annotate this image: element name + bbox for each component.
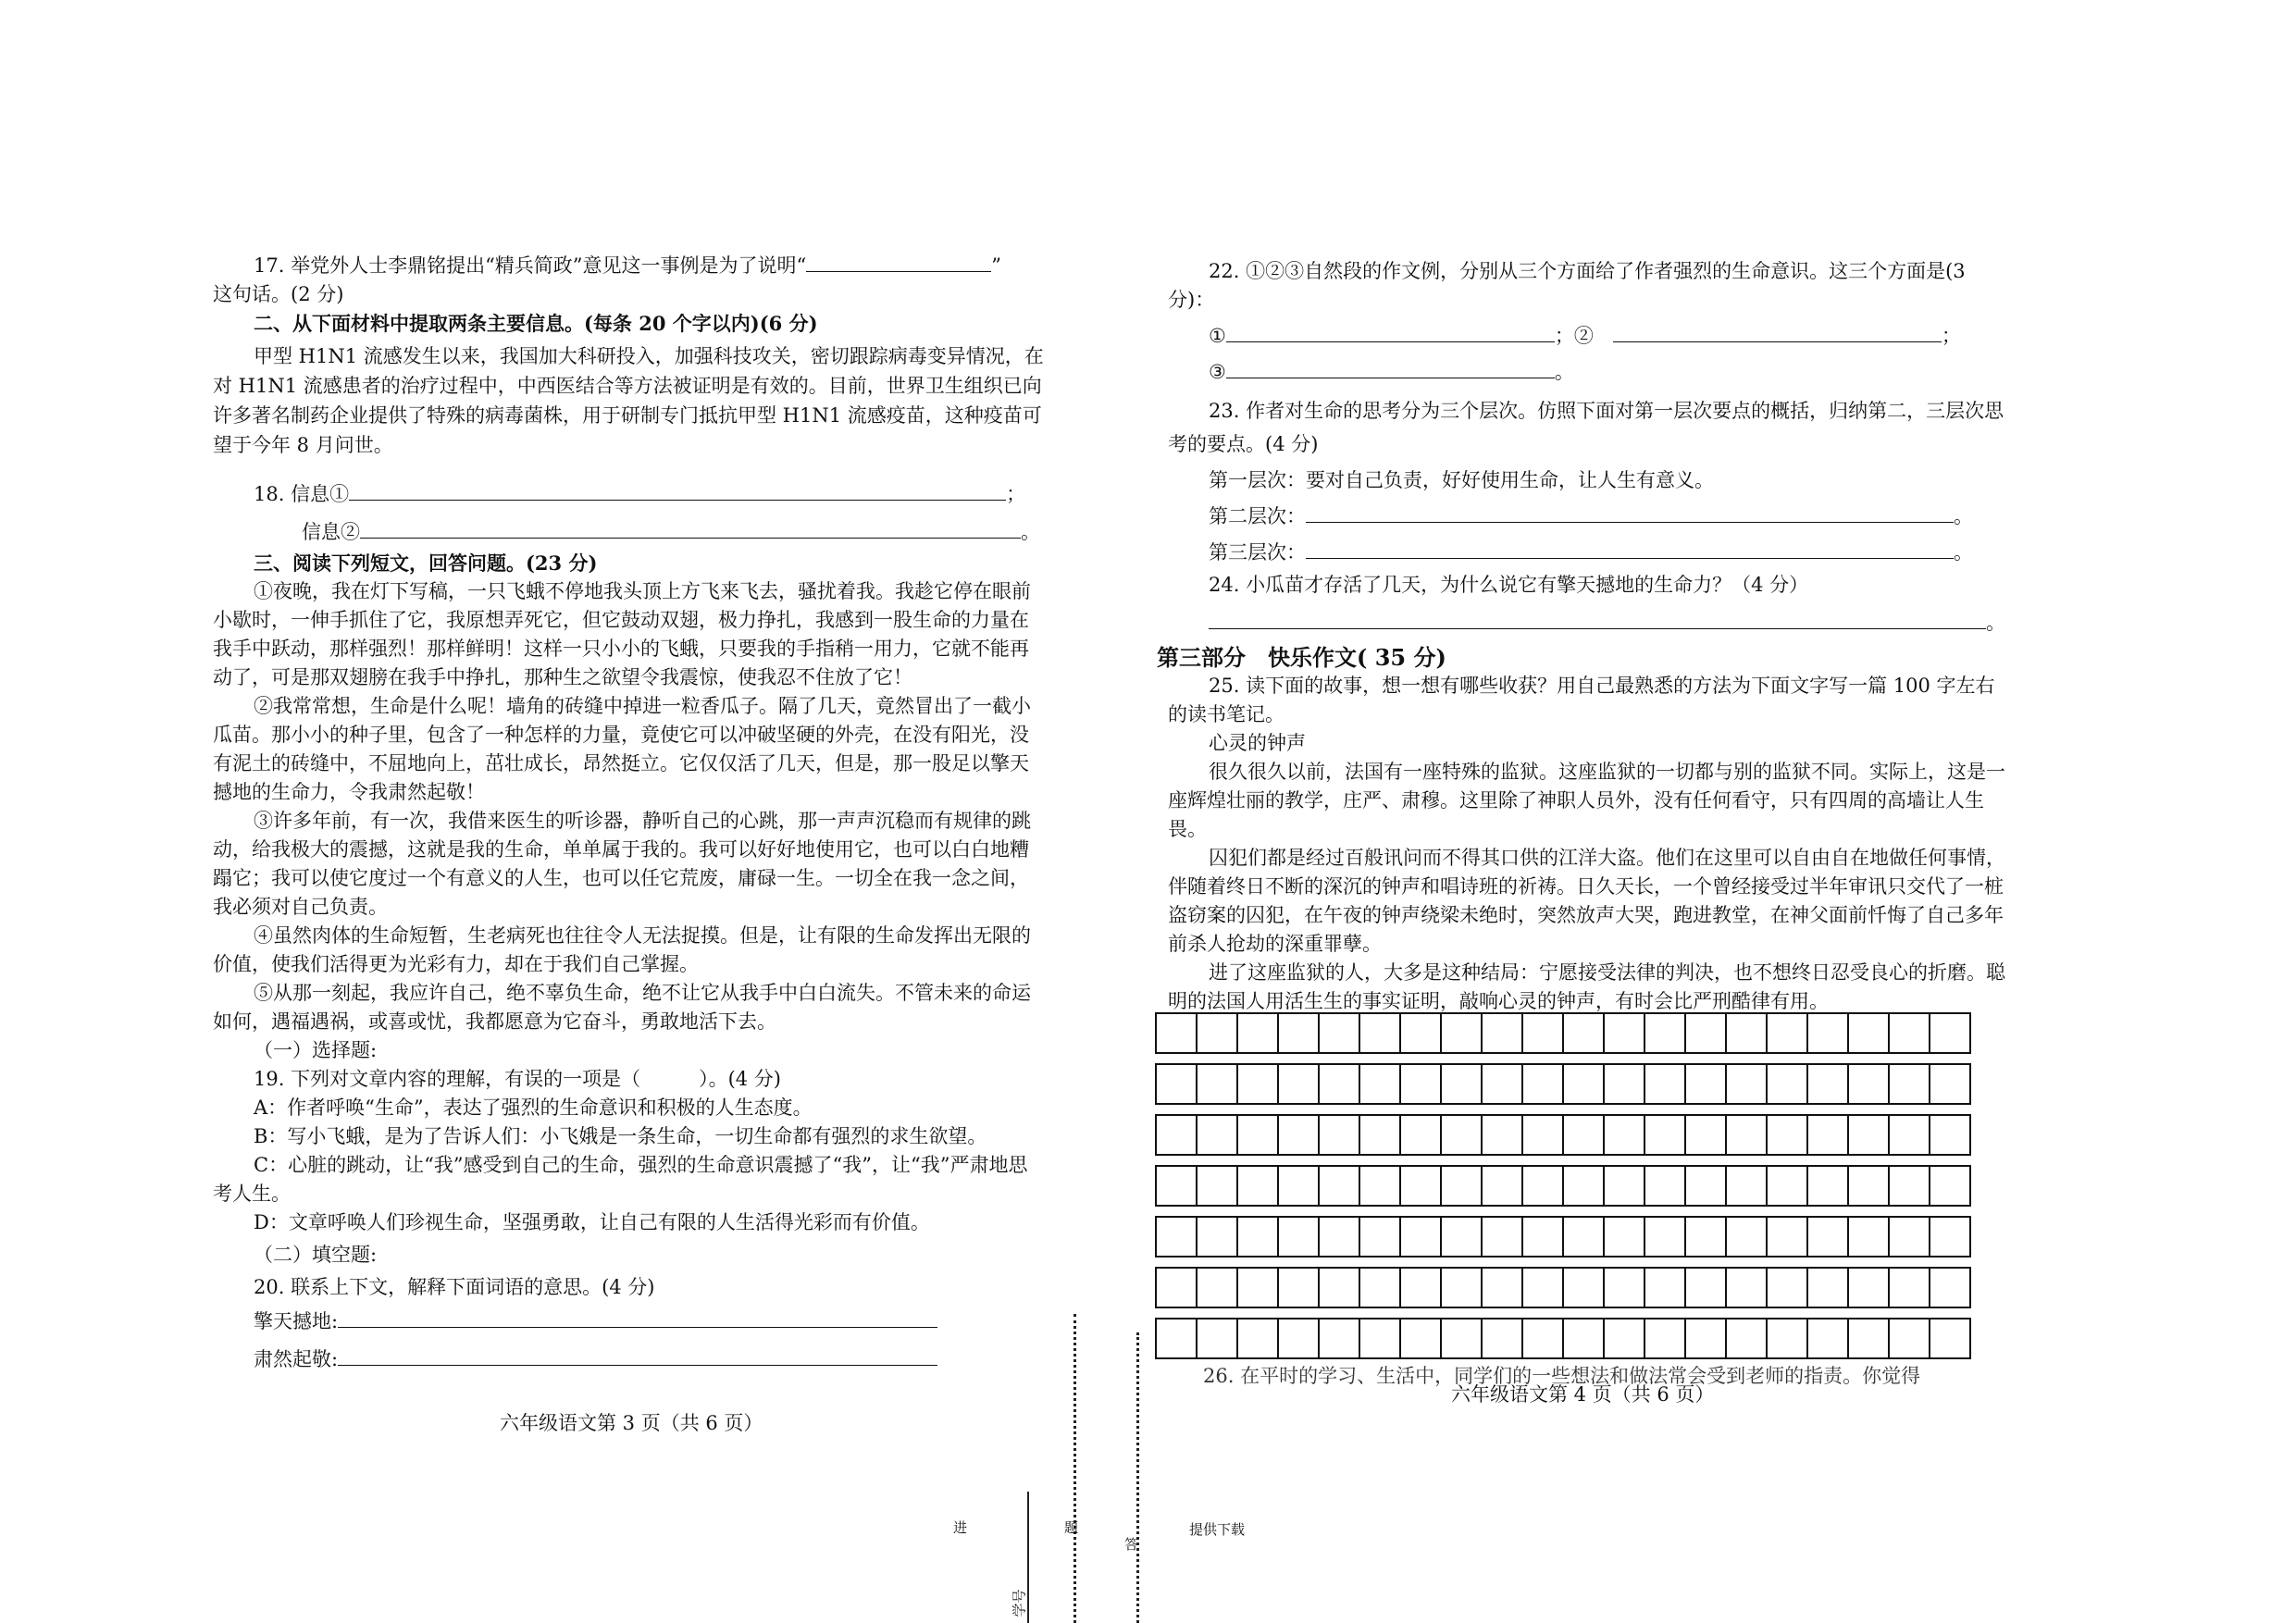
grid-gap-cell [1156,1155,1970,1166]
story-para-3: 进了这座监狱的人，大多是这种结局：宁愿接受法律的判决，也不想终日忍受良心的折磨。聪明的法国人用活生生的事实证明，敲响心灵的钟声，有时会比严刑酷律有用。 [1168,961,2005,1012]
grid-cell[interactable] [1848,1217,1889,1257]
grid-row-gap [1156,1206,1970,1217]
grid-cell[interactable] [1889,1217,1930,1257]
grid-row-gap [1156,1155,1970,1166]
grid-cell[interactable] [1441,1268,1482,1307]
grid-cell[interactable] [1482,1115,1522,1155]
grid-cell[interactable] [1522,1166,1563,1206]
q22-mark-1: ① [1209,325,1226,347]
grid-cell[interactable] [1848,1064,1889,1104]
grid-cell[interactable] [1156,1319,1197,1358]
grid-cell[interactable] [1644,1064,1685,1104]
grid-cell[interactable] [1482,1013,1522,1053]
q24-blank[interactable] [1209,612,1986,629]
grid-cell[interactable] [1400,1115,1441,1155]
grid-cell[interactable] [1685,1268,1726,1307]
grid-cell[interactable] [1726,1064,1767,1104]
right-page [1157,250,2005,1016]
grid-cell[interactable] [1807,1115,1848,1155]
grid-cell[interactable] [1278,1319,1319,1358]
grid-cell[interactable] [1359,1064,1400,1104]
grid-cell[interactable] [1522,1115,1563,1155]
level-2-label: 第二层次： [1209,505,1306,527]
grid-cell[interactable] [1278,1166,1319,1206]
q18-label-1: 18. 信息① [254,483,350,505]
grid-cell[interactable] [1482,1217,1522,1257]
grid-cell[interactable] [1807,1319,1848,1358]
grid-row-gap [1156,1104,1970,1115]
level-2-end: 。 [1954,505,1973,527]
grid-gap-cell [1156,1053,1970,1064]
grid-cell[interactable] [1563,1064,1604,1104]
grid-cell[interactable] [1930,1268,1970,1307]
grid-cell[interactable] [1278,1064,1319,1104]
grid-cell[interactable] [1726,1166,1767,1206]
q18-blank-1[interactable] [349,483,1006,501]
grid-cell[interactable] [1644,1115,1685,1155]
grid-cell[interactable] [1644,1268,1685,1307]
grid-cell[interactable] [1278,1268,1319,1307]
grid-cell[interactable] [1522,1013,1563,1053]
grid-cell[interactable] [1156,1217,1197,1257]
grid-cell[interactable] [1197,1166,1237,1206]
question-24: 24. 小瓜苗才存活了几天，为什么说它有擎天撼地的生命力？（4 分） [1209,574,1809,596]
q24-end: 。 [1986,612,2005,634]
passage-para-1: ①夜晚，我在灯下写稿，一只飞蛾不停地我头顶上方飞来飞去，骚扰着我。我趁它停在眼前小歇时，一伸手抓住了它，我原想弄死它，但它鼓动双翅，极力挣扎，我感到一股生命的力量在我手中跃动，那样强烈！那样鲜明！这样一只小小的飞蛾，只要我的手指稍一用力，它就不能再动了，可是那双翅膀在我手中挣扎，那种生之欲望令我震惊，使我忍不住放了它！ [213,580,1031,688]
grid-cell[interactable] [1156,1013,1197,1053]
grid-cell[interactable] [1441,1319,1482,1358]
q22-blank-2[interactable] [1613,325,1942,342]
grid-cell[interactable] [1522,1268,1563,1307]
grid-cell[interactable] [1563,1013,1604,1053]
grid-cell[interactable] [1319,1115,1359,1155]
passage-para-3: ③许多年前，有一次，我借来医生的听诊器，静听自己的心跳，那一声声沉稳而有规律的跳动，给我极大的震撼，这就是我的生命，单单属于我的。我可以好好地使用它，也可以白白地糟蹋它；我可以使它度过一个有意义的人生，也可以任它荒废，庸碌一生。一切全在我一念之间，我必须对自己负责。 [213,810,1031,918]
grid-cell[interactable] [1685,1115,1726,1155]
grid-gap-cell [1156,1307,1970,1319]
story-title: 心灵的钟声 [1209,732,1306,754]
grid-cell[interactable] [1685,1319,1726,1358]
part-3-title: 第三部分 快乐作文( 35 分) [1157,644,1446,671]
grid-cell[interactable] [1604,1013,1644,1053]
margin-text-e: 学号 [1011,1589,1028,1617]
grid-cell[interactable] [1685,1013,1726,1053]
option-a: A：作者呼唤“生命”，表达了强烈的生命意识和积极的人生态度。 [254,1096,813,1119]
grid-cell[interactable] [1482,1319,1522,1358]
writing-grid[interactable] [1155,1012,1971,1359]
grid-cell[interactable] [1156,1115,1197,1155]
question-26-cut: 26. 在平时的学习、生活中，同学们的一些想法和做法常会受到老师的指责。你觉得 [1203,1365,1921,1387]
grid-cell[interactable] [1400,1166,1441,1206]
grid-cell[interactable] [1278,1115,1319,1155]
q18-end-1: ； [1006,483,1026,505]
question-20: 20. 联系上下文，解释下面词语的意思。(4 分) [254,1276,655,1298]
grid-cell[interactable] [1319,1217,1359,1257]
grid-cell[interactable] [1889,1013,1930,1053]
grid-cell[interactable] [1156,1268,1197,1307]
grid-cell[interactable] [1319,1319,1359,1358]
grid-cell[interactable] [1237,1013,1278,1053]
q17-tail: 这句话。(2 分) [213,283,344,305]
grid-cell[interactable] [1441,1013,1482,1053]
grid-cell[interactable] [1197,1217,1237,1257]
option-d: D：文章呼唤人们珍视生命，坚强勇敢，让自己有限的人生活得光彩而有价值。 [254,1211,930,1233]
grid-row-gap [1156,1053,1970,1064]
grid-cell[interactable] [1930,1115,1970,1155]
grid-cell[interactable] [1930,1217,1970,1257]
level-3-line [1168,539,2005,567]
grid-cell[interactable] [1807,1268,1848,1307]
grid-cell[interactable] [1482,1064,1522,1104]
grid-cell[interactable] [1237,1268,1278,1307]
story-para-1: 很久很久以前，法国有一座特殊的监狱。这座监狱的一切都与别的监狱不同。实际上，这是一座辉煌壮丽的教学，庄严、肃穆。这里除了神职人员外，没有任何看守，只有四周的高墙让人生畏。 [1168,761,2005,840]
binding-dotted-line-1 [1074,1314,1076,1623]
grid-cell[interactable] [1482,1268,1522,1307]
grid-cell[interactable] [1767,1166,1807,1206]
grid-cell[interactable] [1237,1166,1278,1206]
grid-row [1156,1166,1970,1206]
grid-cell[interactable] [1197,1115,1237,1155]
grid-cell[interactable] [1848,1166,1889,1206]
q18-label-2: 信息② [302,521,360,543]
q22-mark-3: ③ [1209,361,1226,383]
grid-cell[interactable] [1604,1319,1644,1358]
grid-cell[interactable] [1278,1013,1319,1053]
grid-cell[interactable] [1400,1064,1441,1104]
grid-cell[interactable] [1685,1217,1726,1257]
grid-cell[interactable] [1807,1166,1848,1206]
level-3-blank[interactable] [1306,541,1954,559]
level-2-blank[interactable] [1306,505,1954,523]
option-c: C：心脏的跳动，让“我”感受到自己的生命，强烈的生命意识震撼了“我”，让“我”严肃地思考人生。 [213,1154,1028,1205]
grid-cell[interactable] [1359,1166,1400,1206]
grid-cell[interactable] [1644,1013,1685,1053]
grid-cell[interactable] [1807,1013,1848,1053]
q20-word-1-line [213,1307,1044,1336]
grid-row [1156,1217,1970,1257]
grid-cell[interactable] [1889,1319,1930,1358]
grid-cell[interactable] [1807,1217,1848,1257]
q18-line-2 [213,518,1044,547]
q17-text: 17. 举党外人士李鼎铭提出“精兵简政”意见这一事例是为了说明“ [254,254,807,277]
grid-cell[interactable] [1685,1064,1726,1104]
q17-close-quote: ” [991,254,1002,277]
grid-cell[interactable] [1726,1115,1767,1155]
grid-cell[interactable] [1889,1115,1930,1155]
grid-row [1156,1115,1970,1155]
grid-cell[interactable] [1563,1217,1604,1257]
grid-cell[interactable] [1441,1166,1482,1206]
grid-cell[interactable] [1197,1268,1237,1307]
question-19: 19. 下列对文章内容的理解，有误的一项是（ ）。(4 分) [254,1068,781,1090]
passage-para-2: ②我常常想，生命是什么呢！墙角的砖缝中掉进一粒香瓜子。隔了几天，竟然冒出了一截小瓜苗。那小小的种子里，包含了一种怎样的力量，竟使它可以冲破坚硬的外壳，在没有阳光，没有泥土的砖缝中，不屈地向上，茁壮成长，昂然挺立。它仅仅活了几天，但是，那一股足以擎天撼地的生命力，令我肃然起敬！ [213,695,1031,803]
grid-cell[interactable] [1319,1013,1359,1053]
q22-blank-1[interactable] [1226,325,1555,342]
grid-gap-cell [1156,1104,1970,1115]
grid-cell[interactable] [1767,1013,1807,1053]
section-2-title: 二、从下面材料中提取两条主要信息。(每条 20 个字以内)(6 分) [254,312,818,335]
question-25: 25. 读下面的故事，想一想有哪些收获？用自己最熟悉的方法为下面文字写一篇 100 字左右的读书笔记。 [1168,675,1995,725]
grid-cell[interactable] [1604,1268,1644,1307]
grid-cell[interactable] [1359,1268,1400,1307]
grid-row-gap [1156,1257,1970,1268]
left-page [213,250,1044,1374]
grid-cell[interactable] [1930,1013,1970,1053]
grid-cell[interactable] [1197,1319,1237,1358]
grid-cell[interactable] [1237,1319,1278,1358]
grid-cell[interactable] [1237,1064,1278,1104]
grid-cell[interactable] [1319,1064,1359,1104]
grid-cell[interactable] [1604,1166,1644,1206]
grid-cell[interactable] [1807,1064,1848,1104]
grid-cell[interactable] [1848,1268,1889,1307]
q18-end-2: 。 [1021,521,1040,543]
grid-cell[interactable] [1767,1064,1807,1104]
grid-cell[interactable] [1441,1115,1482,1155]
binding-dotted-line-2 [1136,1332,1139,1623]
grid-cell[interactable] [1726,1013,1767,1053]
q17-answer-blank[interactable] [806,254,991,272]
grid-cell[interactable] [1604,1217,1644,1257]
q20-word-2-line [213,1345,1044,1374]
grid-row [1156,1013,1970,1053]
grid-cell[interactable] [1644,1217,1685,1257]
grid-cell[interactable] [1156,1064,1197,1104]
q24-answer-line [1168,609,2005,638]
grid-cell[interactable] [1848,1319,1889,1358]
grid-cell[interactable] [1278,1217,1319,1257]
grid-cell[interactable] [1400,1268,1441,1307]
q22-end-3: 。 [1554,361,1574,383]
passage-para-5: ⑤从那一刻起，我应许自己，绝不辜负生命，绝不让它从我手中白白流失。不管未来的命运如何，遇福遇祸，或喜或忧，我都愿意为它奋斗，勇敢地活下去。 [213,982,1031,1033]
grid-cell[interactable] [1400,1013,1441,1053]
grid-cell[interactable] [1685,1166,1726,1206]
grid-cell[interactable] [1726,1319,1767,1358]
grid-cell[interactable] [1604,1064,1644,1104]
page-3-footer: 六年级语文第 3 页（共 6 页） [500,1412,763,1434]
subsection-fill: （二）填空题: [254,1244,378,1266]
grid-cell[interactable] [1441,1064,1482,1104]
level-3-label: 第三层次： [1209,541,1306,564]
grid-cell[interactable] [1563,1319,1604,1358]
grid-cell[interactable] [1441,1217,1482,1257]
grid-cell[interactable] [1522,1319,1563,1358]
grid-cell[interactable] [1889,1064,1930,1104]
grid-cell[interactable] [1930,1319,1970,1358]
subsection-choice: （一）选择题: [254,1039,378,1061]
q20-word-1: 擎天撼地: [254,1310,339,1332]
question-22: 22. ①②③自然段的作文例，分别从三个方面给了作者强烈的生命意识。这三个方面是(3 分)： [1168,260,1966,311]
grid-cell[interactable] [1319,1166,1359,1206]
grid-cell[interactable] [1644,1166,1685,1206]
story-para-2: 囚犯们都是经过百般讯问而不得其口供的江洋大盗。他们在这里可以自由自在地做任何事情，伴随着终日不断的深沉的钟声和唱诗班的祈祷。日久天长，一个曾经接受过半年审讯只交代了一桩盗窃案的囚犯，在午夜的钟声绕梁未绝时，突然放声大哭，跑进教堂，在神父面前忏悔了自己多年前杀人抢劫的深重罪孽。 [1168,847,2005,955]
grid-row-gap [1156,1307,1970,1319]
question-23: 23. 作者对生命的思考分为三个层次。仿照下面对第一层次要点的概括，归纳第二，三层次思考的要点。(4 分) [1168,400,2004,455]
q20-blank-2[interactable] [338,1348,937,1366]
grid-cell[interactable] [1604,1115,1644,1155]
level-1: 第一层次：要对自己负责，好好使用生命，让人生有意义。 [1209,469,1714,491]
grid-cell[interactable] [1848,1013,1889,1053]
grid-row [1156,1064,1970,1104]
grid-cell[interactable] [1319,1268,1359,1307]
material-paragraph: 甲型 H1N1 流感发生以来，我国加大科研投入，加强科技攻关，密切跟踪病毒变异情况，在对 H1N1 流感患者的治疗过程中，中西医结合等方法被证明是有效的。目前，世界卫生组织已向许多著名制药企业提供了特殊的病毒菌株，用于研制专门抵抗甲型 H1N1 流感疫苗，这种疫苗可望于今年 8 月问世。 [213,345,1044,456]
q22-blank-3[interactable] [1226,361,1555,378]
grid-cell[interactable] [1767,1217,1807,1257]
cut-text-residue [1203,1408,1906,1418]
grid-cell[interactable] [1726,1268,1767,1307]
grid-cell[interactable] [1726,1217,1767,1257]
grid-cell[interactable] [1522,1064,1563,1104]
grid-cell[interactable] [1563,1166,1604,1206]
grid-gap-cell [1156,1206,1970,1217]
grid-row [1156,1319,1970,1358]
grid-cell[interactable] [1848,1115,1889,1155]
grid-cell[interactable] [1889,1166,1930,1206]
margin-text-b: 题 [1064,1519,1079,1536]
grid-cell[interactable] [1237,1115,1278,1155]
q22-line-3 [1168,358,2005,387]
page-4-footer: 六年级语文第 4 页（共 6 页） [1451,1383,1715,1406]
q18-line-1 [213,480,1044,509]
grid-cell[interactable] [1930,1166,1970,1206]
grid-cell[interactable] [1563,1268,1604,1307]
grid-cell[interactable] [1197,1064,1237,1104]
grid-cell[interactable] [1767,1268,1807,1307]
level-3-end: 。 [1954,541,1973,564]
q20-blank-1[interactable] [338,1310,937,1328]
margin-text-a: 进 [953,1519,968,1536]
grid-cell[interactable] [1563,1115,1604,1155]
grid-cell[interactable] [1359,1115,1400,1155]
grid-cell[interactable] [1767,1319,1807,1358]
section-3-title: 三、阅读下列短文，回答问题。(23 分) [254,551,598,575]
grid-cell[interactable] [1767,1115,1807,1155]
q22-end: ； [1941,325,1961,347]
passage-para-4: ④虽然肉体的生命短暂，生老病死也往往令人无法捉摸。但是，让有限的生命发挥出无限的价值，使我们活得更为光彩有力，却在于我们自己掌握。 [213,924,1031,975]
margin-text-c: 答 [1124,1536,1139,1553]
q18-blank-2[interactable] [360,521,1021,539]
q20-word-2: 肃然起敬: [254,1348,339,1370]
grid-cell[interactable] [1400,1217,1441,1257]
grid-cell[interactable] [1156,1166,1197,1206]
grid-cell[interactable] [1359,1013,1400,1053]
grid-cell[interactable] [1889,1268,1930,1307]
level-2-line [1168,502,2005,531]
q22-line-1 [1168,322,2005,351]
grid-cell[interactable] [1644,1319,1685,1358]
question-17 [213,252,1044,280]
grid-cell[interactable] [1237,1217,1278,1257]
grid-gap-cell [1156,1257,1970,1268]
grid-cell[interactable] [1930,1064,1970,1104]
grid-row [1156,1268,1970,1307]
grid-cell[interactable] [1197,1013,1237,1053]
margin-text-d: 提供下载 [1189,1521,1246,1538]
q22-mark-2: ；② [1554,325,1594,347]
grid-cell[interactable] [1400,1319,1441,1358]
grid-cell[interactable] [1359,1319,1400,1358]
grid-cell[interactable] [1359,1217,1400,1257]
option-b: B：写小飞蛾，是为了告诉人们：小飞娥是一条生命，一切生命都有强烈的求生欲望。 [254,1125,987,1147]
grid-cell[interactable] [1522,1217,1563,1257]
grid-cell[interactable] [1482,1166,1522,1206]
